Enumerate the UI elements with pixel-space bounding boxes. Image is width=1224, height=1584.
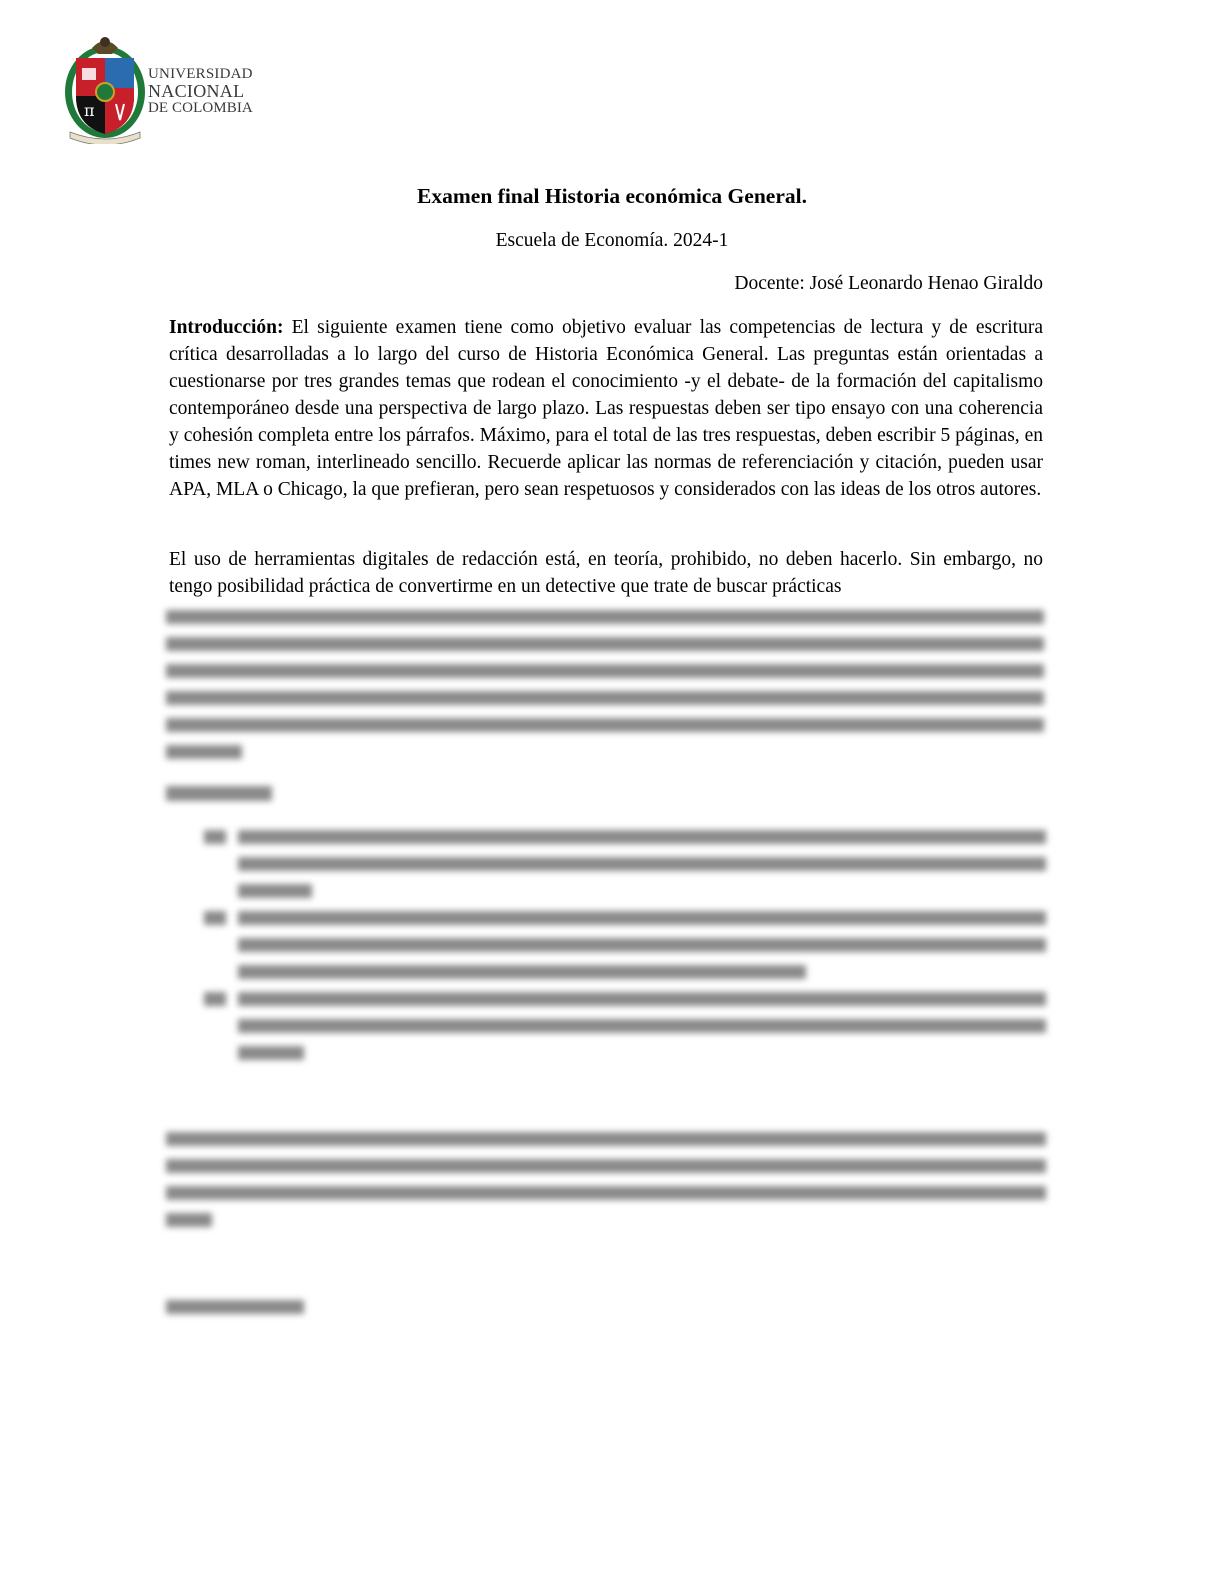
svg-text:π: π [84, 101, 95, 120]
logo-line-3: DE COLOMBIA [148, 100, 253, 116]
teacher-line: Docente: José Leonardo Henao Giraldo [734, 273, 1043, 294]
intro-label: Introducción: [169, 317, 284, 338]
school-line: Escuela de Economía. 2024-1 [495, 230, 729, 251]
university-shield-icon [62, 34, 148, 144]
document-title: Examen final Historia económica General. [417, 184, 807, 208]
digital-tools-paragraph: El uso de herramientas digitales de redacción está, en teoría, prohibido, no deben hacerlo. Sin embargo, no tengo posibilidad práctica de convertirme en un detective que trate de buscar prácticas [169, 549, 1043, 597]
logo-line-2: NACIONAL [148, 81, 245, 101]
university-logo [62, 34, 262, 144]
intro-paragraph [169, 314, 1043, 503]
university-logo-text [148, 66, 253, 117]
logo-line-1: UNIVERSIDAD [148, 66, 253, 82]
intro-text: El siguiente examen tiene como objetivo evaluar las competencias de lectura y de escritura crítica desarrolladas a lo largo del curso de Historia Económica General. Las preguntas están orientadas a cuestionarse por tres grandes temas que rodean el conocimiento -y el debate- de la formación del capitalismo contemporáneo desde una perspectiva de largo plazo. Las respuestas deben ser tipo ensayo con una coherencia y cohesión completa entre los párrafos. Máximo, para el total de las tres respuestas, deben escribir 5 páginas, en times new roman, interlineado sencillo. Recuerde aplicar las normas de referenciación y citación, pueden usar APA, MLA o Chicago, la que prefieran, pero sean respetuosos y considerados con las ideas de los otros autores. [169, 317, 1043, 500]
